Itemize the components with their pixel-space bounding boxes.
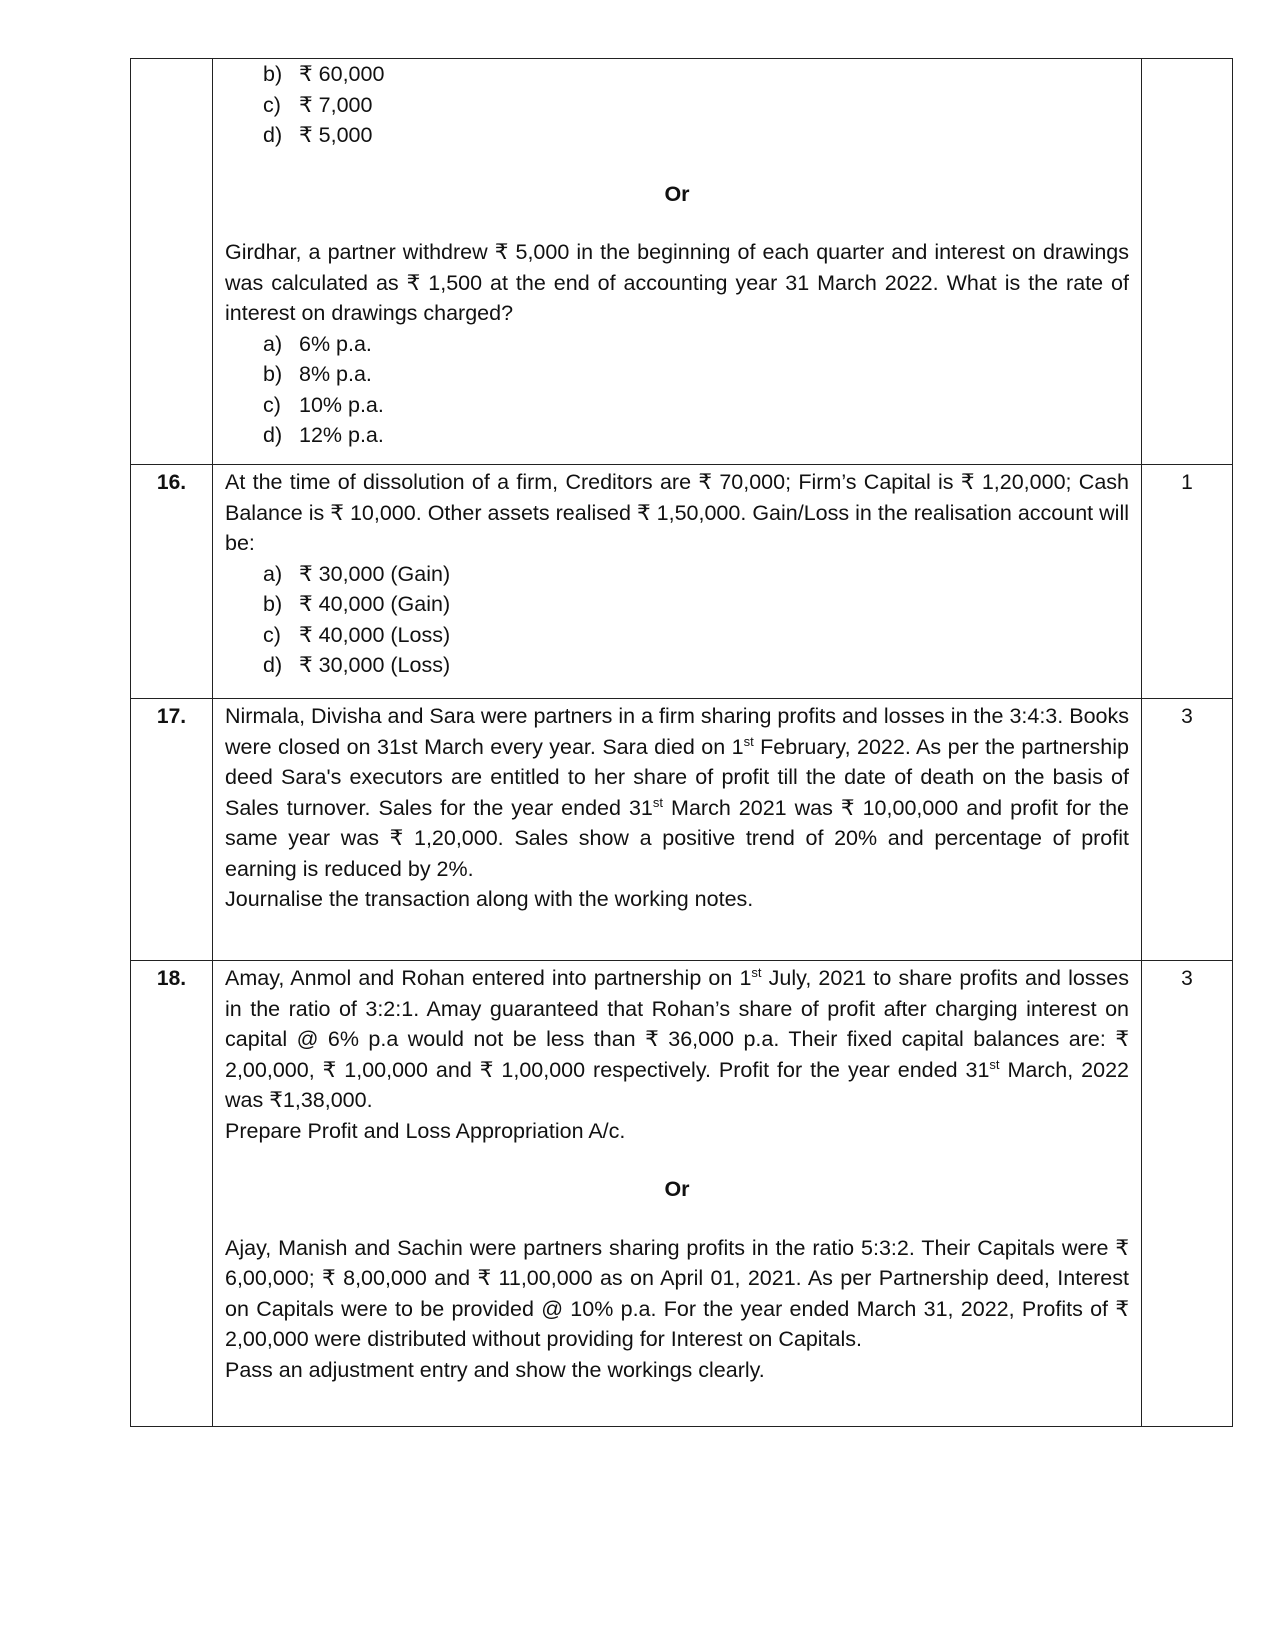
question-text: Amay, Anmol and Rohan entered into partnership on 1st July, 2021 to share profits and losses in the ratio of 3:2:1. Amay guaranteed that Rohan’s share of profit after charging interest on capital @ 6% p.a would not be less than ₹ 36,000 p.a. Their fixed capital balances are: ₹ 2,00,000, ₹ 1,00,000 and ₹ 1,00,000 respectively. Profit for the year ended 31st March, 2022 was ₹1,38,000. [225, 964, 1130, 1112]
alternative-question-instruction: Pass an adjustment entry and show the workings clearly. [225, 1357, 765, 1382]
or-separator: Or [664, 1177, 690, 1201]
or-separator: Or [664, 181, 690, 206]
marks-value: 3 [1181, 967, 1193, 990]
question-number-cell [131, 961, 213, 1427]
option-item: d) 12% p.a. [263, 423, 384, 447]
question-body-cell [213, 961, 1142, 1427]
options-list [225, 59, 1129, 151]
marks-cell [1142, 465, 1233, 699]
option-item: a) 6% p.a. [263, 331, 372, 356]
question-body-cell [213, 59, 1142, 465]
option-item: c) ₹ 7,000 [263, 92, 373, 117]
question-row-17 [131, 699, 1233, 961]
option-item: b) ₹ 60,000 [263, 62, 385, 86]
marks-cell [1142, 699, 1233, 961]
marks-cell [1142, 59, 1233, 465]
question-text: Nirmala, Divisha and Sara were partners in a firm sharing profits and losses in the 3:4:3. Books were closed on 31st March every year. Sara died on 1st February, 2022. As per the partnership deed Sara's executors are entitled to her share of profit till the date of death on the basis of Sales turnover. Sales for the year ended 31st March 2021 was ₹ 10,00,000 and profit for the same year was ₹ 1,20,000. Sales show a positive trend of 20% and percentage of profit earning is reduced by 2%. [225, 704, 1129, 881]
question-number-cell [131, 699, 213, 961]
question-body-cell [213, 699, 1142, 961]
option-item: d) ₹ 5,000 [263, 123, 373, 147]
marks-value: 1 [1181, 471, 1193, 494]
marks-cell [1142, 961, 1233, 1427]
question-instruction: Prepare Profit and Loss Appropriation A/c. [225, 1118, 626, 1143]
question-body-cell [213, 465, 1142, 699]
option-item: b) ₹ 40,000 (Gain) [263, 592, 451, 616]
option-item: b) 8% p.a. [263, 362, 372, 386]
question-table [130, 58, 1233, 1427]
option-item: c) ₹ 40,000 (Loss) [263, 622, 451, 647]
question-row-16 [131, 465, 1233, 699]
alternative-question-text: Ajay, Manish and Sachin were partners sharing profits in the ratio 5:3:2. Their Capitals were ₹ 6,00,000; ₹ 8,00,000 and ₹ 11,00,000 as on April 01, 2021. As per Partnership deed, Interest on Capitals were to be provided @ 10% p.a. For the year ended March 31, 2022, Profits of ₹ 2,00,000 were distributed without providing for Interest on Capitals. [225, 1235, 1129, 1351]
question-text: At the time of dissolution of a firm, Creditors are ₹ 70,000; Firm’s Capital is ₹ 1,20,000; Cash Balance is ₹ 10,000. Other assets realised ₹ 1,50,000. Gain/Loss in the realisation account will be: [225, 470, 1129, 555]
question-number: 16. [156, 471, 187, 494]
question-instruction: Journalise the transaction along with the working notes. [225, 887, 754, 911]
alternative-question-text: Girdhar, a partner withdrew ₹ 5,000 in the beginning of each quarter and interest on drawings was calculated as ₹ 1,500 at the end of accounting year 31 March 2022. What is the rate of interest on drawings charged? [225, 240, 1129, 325]
question-number: 17. [156, 705, 187, 728]
option-item: c) 10% p.a. [263, 392, 384, 417]
options-list [225, 329, 1129, 451]
question-number-cell [131, 465, 213, 699]
question-row-18 [131, 961, 1233, 1427]
marks-value: 3 [1181, 705, 1193, 728]
question-number-cell [131, 59, 213, 465]
option-item: d) ₹ 30,000 (Loss) [263, 653, 451, 677]
question-number: 18. [156, 967, 187, 990]
question-row-15-continued [131, 59, 1233, 465]
option-item: a) ₹ 30,000 (Gain) [263, 561, 451, 586]
options-list [225, 559, 1129, 681]
